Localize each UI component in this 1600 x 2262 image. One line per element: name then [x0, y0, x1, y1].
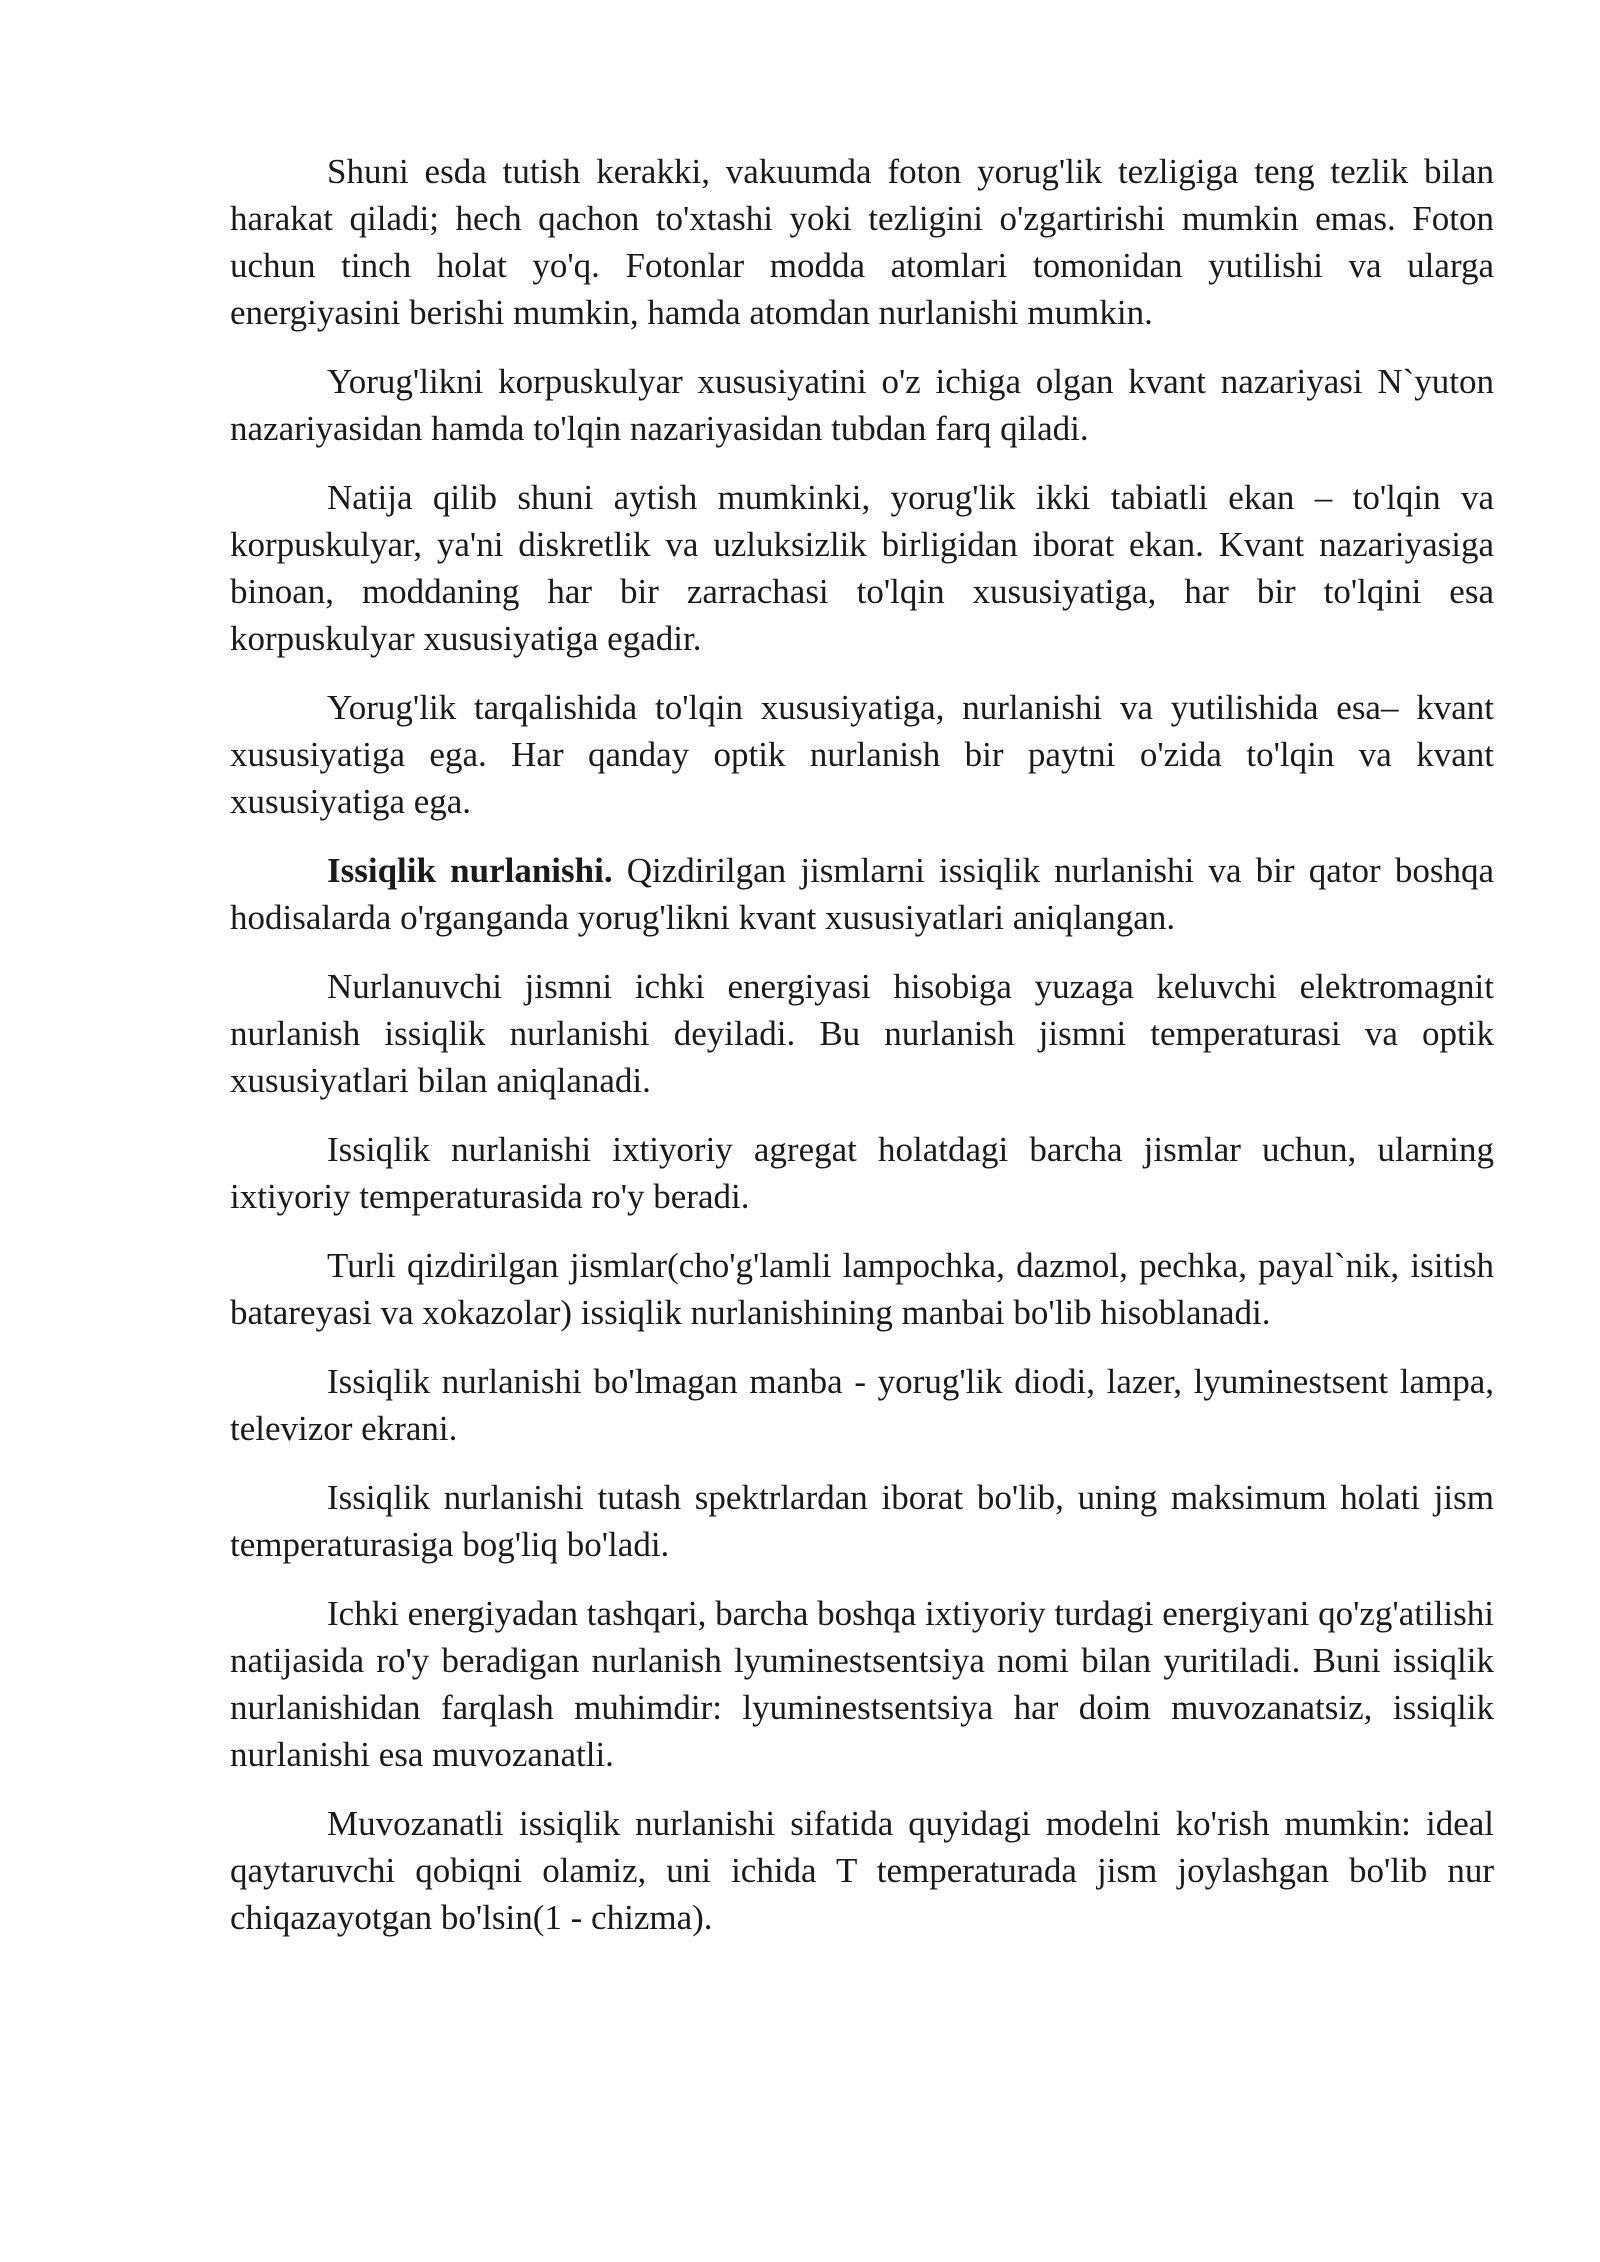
- paragraph-9: [230, 1358, 1494, 1452]
- paragraph-5: [230, 847, 1494, 941]
- paragraph-text: Turli qizdirilgan jismlar(cho'g'lamli lampochka, dazmol, pechka, payal`nik, isitish batareyasi va xokazolar) issiqlik nurlanishining manbai bo'lib hisoblanadi.: [230, 1246, 1494, 1332]
- paragraph-text: Qizdirilgan jismlarni issiqlik nurlanishi va bir qator boshqa hodisalarda o'rganganda yorug'likni kvant xususiyatlari aniqlangan.: [230, 851, 1494, 937]
- paragraph-11: [230, 1590, 1494, 1778]
- paragraph-4: [230, 684, 1494, 825]
- paragraph-text: Shuni esda tutish kerakki, vakuumda foton yorug'lik tezligiga teng tezlik bilan harakat qiladi; hech qachon to'xtashi yoki tezligini o'zgartirishi mumkin emas. Foton uchun tinch holat yo'q. Fotonlar modda atomlari tomonidan yutilishi va ularga energiyasini berishi mumkin, hamda atomdan nurlanishi mumkin.: [230, 152, 1494, 332]
- paragraph-10: [230, 1474, 1494, 1568]
- paragraph-text: Ichki energiyadan tashqari, barcha boshqa ixtiyoriy turdagi energiyani qo'zg'atilishi natijasida ro'y beradigan nurlanish lyuminestsentsiya nomi bilan yuritiladi. Buni issiqlik nurlanishidan farqlash muhimdir: lyuminestsentsiya har doim muvozanatsiz, issiqlik nurlanishi esa muvozanatli.: [230, 1594, 1494, 1774]
- paragraph-text: Natija qilib shuni aytish mumkinki, yorug'lik ikki tabiatli ekan – to'lqin va korpuskulyar, ya'ni diskretlik va uzluksizlik birligidan iborat ekan. Kvant nazariyasiga binoan, moddaning har bir zarrachasi to'lqin xususiyatiga, har bir to'lqini esa korpuskulyar xususiyatiga egadir.: [230, 478, 1494, 658]
- paragraph-text: Issiqlik nurlanishi bo'lmagan manba - yorug'lik diodi, lazer, lyuminestsent lampa, televizor ekrani.: [230, 1362, 1494, 1448]
- section-heading: Issiqlik nurlanishi.: [327, 851, 613, 890]
- paragraph-text: Nurlanuvchi jismni ichki energiyasi hisobiga yuzaga keluvchi elektromagnit nurlanish issiqlik nurlanishi deyiladi. Bu nurlanish jismni temperaturasi va optik xususiyatlari bilan aniqlanadi.: [230, 967, 1494, 1100]
- paragraph-text: Yorug'lik tarqalishida to'lqin xususiyatiga, nurlanishi va yutilishida esa– kvant xususiyatiga ega. Har qanday optik nurlanish bir paytni o'zida to'lqin va kvant xususiyatiga ega.: [230, 688, 1494, 821]
- paragraph-6: [230, 963, 1494, 1104]
- paragraph-text: Issiqlik nurlanishi ixtiyoriy agregat holatdagi barcha jismlar uchun, ularning ixtiyoriy temperaturasida ro'y beradi.: [230, 1130, 1494, 1216]
- paragraph-text: Issiqlik nurlanishi tutash spektrlardan iborat bo'lib, uning maksimum holati jism temperaturasiga bog'liq bo'ladi.: [230, 1478, 1494, 1564]
- document-body: [230, 148, 1494, 1963]
- paragraph-3: [230, 474, 1494, 662]
- paragraph-12: [230, 1800, 1494, 1941]
- paragraph-1: [230, 148, 1494, 336]
- paragraph-8: [230, 1242, 1494, 1336]
- paragraph-7: [230, 1126, 1494, 1220]
- paragraph-2: [230, 358, 1494, 452]
- paragraph-text: Muvozanatli issiqlik nurlanishi sifatida quyidagi modelni ko'rish mumkin: ideal qaytaruvchi qobiqni olamiz, uni ichida T temperaturada jism joylashgan bo'lib nur chiqazayotgan bo'lsin(1 - chizma).: [230, 1804, 1494, 1937]
- paragraph-text: Yorug'likni korpuskulyar xususiyatini o'z ichiga olgan kvant nazariyasi N`yuton nazariyasidan hamda to'lqin nazariyasidan tubdan farq qiladi.: [230, 362, 1494, 448]
